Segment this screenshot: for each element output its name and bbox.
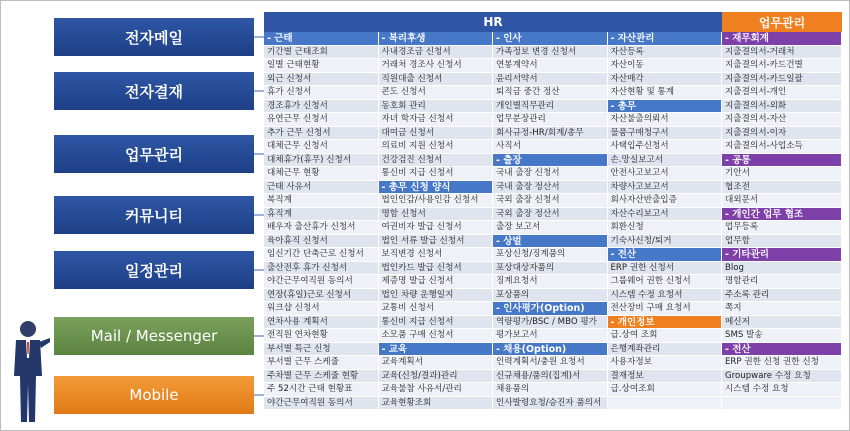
menu-item[interactable]: 전산장비 구매 요청서 (608, 302, 723, 316)
menu-item[interactable]: 신규채용/품의(집계)서 (493, 370, 608, 384)
table-row (264, 262, 842, 276)
menu-item[interactable]: 대외문서 (722, 194, 842, 208)
section-header: - 개인간 업무 협조 (722, 208, 842, 222)
table-row (264, 275, 842, 289)
table-row (264, 221, 842, 235)
menu-item[interactable]: 지출결의서-카드건별 (722, 59, 842, 73)
menu-item[interactable]: 사내경조금 신청서 (379, 46, 494, 60)
menu-item[interactable]: 직원대출 신청서 (379, 73, 494, 87)
table-row (264, 194, 842, 208)
menu-item[interactable]: 국외 출장 신청서 (493, 194, 608, 208)
menu-item[interactable]: 지출결의서-카드일괄 (722, 73, 842, 87)
table-row (264, 235, 842, 249)
menu-item[interactable]: 은행계좌관리 (608, 343, 723, 357)
menu-item[interactable]: 업무등록 (722, 221, 842, 235)
menu-item[interactable]: 전직원 연차현황 (264, 329, 379, 343)
menu-item[interactable]: 동호회 관리 (379, 100, 494, 114)
menu-item[interactable]: 휴가 신청서 (264, 86, 379, 100)
table-row (264, 46, 842, 60)
sidebar-item-2[interactable]: 업무관리 (54, 135, 254, 173)
table-row (264, 32, 842, 46)
sidebar-item-3[interactable]: 커뮤니티 (54, 196, 254, 234)
table-row (264, 370, 842, 384)
menu-item[interactable]: 물품구매청구서 (608, 127, 723, 141)
menu-item[interactable]: 주 52시간 근태 현황표 (264, 383, 379, 397)
menu-item[interactable]: 차량사고보고서 (608, 181, 723, 195)
table-row (264, 181, 842, 195)
table-row (264, 167, 842, 181)
section-header: - 재무회계 (722, 32, 842, 46)
sidebar-item-5[interactable]: Mail / Messenger (54, 317, 254, 355)
menu-item[interactable]: 복직계 (264, 194, 379, 208)
table-row (264, 113, 842, 127)
menu-item[interactable]: 인사발령요청/승진자 품의서 (493, 397, 608, 411)
section-header: - 근태 (264, 32, 379, 46)
section-header: - 총무 신청 양식 (379, 181, 494, 195)
menu-item[interactable]: 퇴직금 중간 정산 (493, 86, 608, 100)
menu-item[interactable]: 대여금 신청서 (379, 127, 494, 141)
section-header: - 개인정보 (608, 316, 723, 330)
menu-item[interactable]: 교통비 신청서 (379, 302, 494, 316)
menu-item[interactable]: 업무분장관리 (493, 113, 608, 127)
menu-item[interactable]: 배우자 출산휴가 신청서 (264, 221, 379, 235)
table-row (264, 343, 842, 357)
menu-item[interactable]: 대체근무 현황 (264, 167, 379, 181)
menu-item[interactable]: 지출결의서-자산 (722, 113, 842, 127)
table-row (264, 289, 842, 303)
menu-item[interactable]: 대체근무 신청서 (264, 140, 379, 154)
menu-item[interactable]: 윤리서약서 (493, 73, 608, 87)
menu-item[interactable]: 회사규정-HR/회계/총무 (493, 127, 608, 141)
menu-item[interactable]: 자산수리보고서 (608, 208, 723, 222)
presenter-figure-icon (6, 318, 50, 426)
menu-item[interactable]: 교육현황조회 (379, 397, 494, 411)
menu-item[interactable]: 근태 사유서 (264, 181, 379, 195)
menu-item[interactable]: 사택입주신청서 (608, 140, 723, 154)
menu-item[interactable]: 지출결의서-거래처 (722, 46, 842, 60)
menu-item[interactable]: 명함 신청서 (379, 208, 494, 222)
menu-item[interactable]: 자산이동 (608, 59, 723, 73)
menu-item[interactable]: 법인 차량 운행일지 (379, 289, 494, 303)
section-header: - 공통 (722, 154, 842, 168)
section-header: - 복리후생 (379, 32, 494, 46)
menu-item[interactable]: 사직서 (493, 140, 608, 154)
sidebar-connector (254, 153, 264, 155)
table-row (264, 208, 842, 222)
menu-item[interactable]: 임신기간 단축근로 신청서 (264, 248, 379, 262)
menu-item[interactable]: 자산현황 및 통계 (608, 86, 723, 100)
menu-item[interactable]: 부서별 근무 스케줄 (264, 356, 379, 370)
menu-item[interactable]: 개인별직무관리 (493, 100, 608, 114)
section-header: - 채용(Option) (493, 343, 608, 357)
sidebar-connector (254, 214, 264, 216)
sidebar-connector (254, 269, 264, 271)
table-row (264, 248, 842, 262)
table-row (264, 59, 842, 73)
section-header: - 인사평가(Option) (493, 302, 608, 316)
menu-item[interactable]: 경조휴가 신청서 (264, 100, 379, 114)
menu-item[interactable]: 야간근무여직원 동의서 (264, 397, 379, 411)
menu-item[interactable]: 콘도 신청서 (379, 86, 494, 100)
menu-item[interactable]: 일별 근태현황 (264, 59, 379, 73)
menu-item[interactable]: 보직변경 신청서 (379, 248, 494, 262)
sidebar-connector (254, 90, 264, 92)
table-row (264, 100, 842, 114)
menu-item[interactable]: 출장 보고서 (493, 221, 608, 235)
menu-item[interactable]: 급.상여조회 (608, 383, 723, 397)
menu-item[interactable]: 기간별 근태조회 (264, 46, 379, 60)
menu-item[interactable]: 교육계획서 (379, 356, 494, 370)
menu-item[interactable]: 급.상여 조회 (608, 329, 723, 343)
grid-body (264, 32, 842, 410)
menu-item[interactable]: 주소록 관리 (722, 289, 842, 303)
menu-item[interactable]: 야간근무여직원 동의서 (264, 275, 379, 289)
menu-item[interactable]: 협조전 (722, 181, 842, 195)
menu-item[interactable]: 안전사고보고서 (608, 167, 723, 181)
menu-item[interactable]: 육아휴직 신청서 (264, 235, 379, 249)
menu-item[interactable]: 교육불참 사유서/관리 (379, 383, 494, 397)
menu-item[interactable]: 지출결의서-이자 (722, 127, 842, 141)
section-header: - 기타관리 (722, 248, 842, 262)
section-header: - 총무 (608, 100, 723, 114)
table-row (264, 154, 842, 168)
menu-item[interactable]: 의료비 지원 신청서 (379, 140, 494, 154)
menu-item[interactable]: 휴직계 (264, 208, 379, 222)
table-row (264, 383, 842, 397)
section-header: - 출장 (493, 154, 608, 168)
menu-item[interactable]: 법인 서류 발급 신청서 (379, 235, 494, 249)
menu-item[interactable]: SMS 발송 (722, 329, 842, 343)
menu-item[interactable]: 교육(신청/결과)관리 (379, 370, 494, 384)
menu-item[interactable]: ERP 권한 신청서 (608, 262, 723, 276)
menu-item[interactable]: 거래처 경조사 신청서 (379, 59, 494, 73)
menu-item[interactable]: 여권비자 발급 신청서 (379, 221, 494, 235)
grid-header (264, 12, 842, 32)
sidebar-item-1[interactable]: 전자결재 (54, 72, 254, 110)
menu-item[interactable]: 연장(휴일)근로 신청서 (264, 289, 379, 303)
menu-item[interactable]: 연차사용 계획서 (264, 316, 379, 330)
menu-item[interactable]: 채용품의 (493, 383, 608, 397)
header-hr: HR (264, 12, 722, 32)
header-business: 업무관리 (722, 12, 842, 32)
menu-item[interactable]: 지출결의서-개인 (722, 86, 842, 100)
menu-item[interactable]: 통신비 지급 신청서 (379, 316, 494, 330)
menu-item[interactable]: 평가보고서 (493, 329, 608, 343)
menu-item[interactable]: ERP 권한 신청 권한 신청 (722, 356, 842, 370)
section-header: - 전산 (722, 343, 842, 357)
menu-item[interactable]: 지출결의서-사업소득 (722, 140, 842, 154)
sidebar-item-0[interactable]: 전자메일 (54, 18, 254, 56)
menu-item[interactable]: 메신저 (722, 316, 842, 330)
menu-item[interactable]: 유연근무 신청서 (264, 113, 379, 127)
menu-item[interactable]: 자산불출의뢰서 (608, 113, 723, 127)
section-header: - 교육 (379, 343, 494, 357)
empty-cell (722, 397, 842, 411)
table-row (264, 302, 842, 316)
menu-item[interactable]: 건강검진 신청서 (379, 154, 494, 168)
menu-item[interactable]: 제증명 발급 신청서 (379, 275, 494, 289)
menu-item[interactable]: 국내 출장 신청서 (493, 167, 608, 181)
menu-item[interactable]: 대체휴가(휴무) 신청서 (264, 154, 379, 168)
sidebar-connector (254, 394, 264, 396)
menu-item[interactable]: 쪽지 (722, 302, 842, 316)
menu-item[interactable]: 기숙사신청/퇴거 (608, 235, 723, 249)
menu-item[interactable]: 손.망실보고서 (608, 154, 723, 168)
menu-item[interactable]: 업무함 (722, 235, 842, 249)
section-header: - 인사 (493, 32, 608, 46)
menu-item[interactable]: 자녀 학자금 신청서 (379, 113, 494, 127)
table-row (264, 316, 842, 330)
menu-item[interactable]: 부서별 특근 신청 (264, 343, 379, 357)
menu-item[interactable]: 연봉계약서 (493, 59, 608, 73)
menu-item[interactable]: 시스템 수정 요청서 (608, 289, 723, 303)
table-row (264, 397, 842, 411)
section-header: - 자산관리 (608, 32, 723, 46)
menu-item[interactable]: 지출결의서-외화 (722, 100, 842, 114)
menu-item[interactable]: 포상품의 (493, 289, 608, 303)
table-row (264, 140, 842, 154)
menu-item[interactable]: 사용자정보 (608, 356, 723, 370)
menu-item[interactable]: 역량평가/BSC / MBO 평가 (493, 316, 608, 330)
menu-item[interactable]: 국외 출장 정산서 (493, 208, 608, 222)
table-row (264, 127, 842, 141)
table-row (264, 356, 842, 370)
menu-item[interactable]: 출산전후 휴가 신청서 (264, 262, 379, 276)
menu-grid (264, 12, 842, 410)
table-row (264, 73, 842, 87)
menu-item[interactable]: 회환신청 (608, 221, 723, 235)
menu-item[interactable]: 포상대상자품의 (493, 262, 608, 276)
empty-cell (608, 397, 723, 411)
menu-item[interactable]: 외근 신청서 (264, 73, 379, 87)
menu-item[interactable]: 자산매각 (608, 73, 723, 87)
menu-item[interactable]: 시스템 수정 요청 (722, 383, 842, 397)
menu-item[interactable]: 법인인감/사용인감 신청서 (379, 194, 494, 208)
menu-item[interactable]: 소모품 구매 신청서 (379, 329, 494, 343)
table-row (264, 86, 842, 100)
menu-item[interactable]: 결재정보 (608, 370, 723, 384)
menu-item[interactable]: 추가 근무 신청서 (264, 127, 379, 141)
menu-item[interactable]: 인력계획서/충원 요청서 (493, 356, 608, 370)
menu-item[interactable]: 법인카드 발급 신청서 (379, 262, 494, 276)
menu-item[interactable]: 가족정보 변경 신청서 (493, 46, 608, 60)
menu-item[interactable]: 통신비 지급 신청서 (379, 167, 494, 181)
section-header: - 전산 (608, 248, 723, 262)
section-header: - 상벌 (493, 235, 608, 249)
sidebar-connector (254, 36, 264, 38)
menu-item[interactable]: Groupware 수정 요청 (722, 370, 842, 384)
menu-item[interactable]: 기안서 (722, 167, 842, 181)
menu-item[interactable]: 국내 출장 정산서 (493, 181, 608, 195)
menu-item[interactable]: 포상신청/징계품의 (493, 248, 608, 262)
menu-item[interactable]: 워크샵 신청서 (264, 302, 379, 316)
menu-item[interactable]: 주차별 근무 스케줄 현황 (264, 370, 379, 384)
sidebar-connector (254, 335, 264, 337)
menu-item[interactable]: 명함관리 (722, 275, 842, 289)
menu-item[interactable]: Blog (722, 262, 842, 276)
menu-item[interactable]: 자산등록 (608, 46, 723, 60)
menu-item[interactable]: 징계요청서 (493, 275, 608, 289)
sidebar-item-4[interactable]: 일정관리 (54, 251, 254, 289)
sidebar-item-6[interactable]: Mobile (54, 376, 254, 414)
menu-item[interactable]: 회사자산반출입증 (608, 194, 723, 208)
menu-item[interactable]: 그룹웨어 권한 신청서 (608, 275, 723, 289)
table-row (264, 329, 842, 343)
